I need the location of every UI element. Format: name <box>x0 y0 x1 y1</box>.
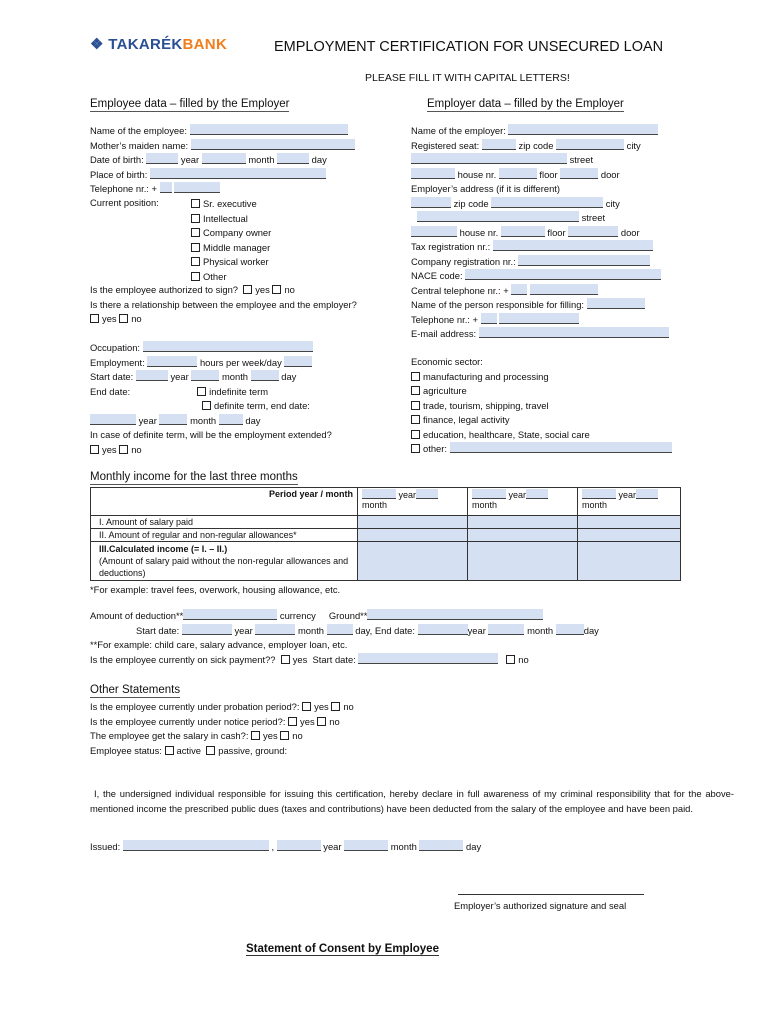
seat-city-field[interactable] <box>556 139 624 150</box>
sector-option: agriculture <box>423 385 467 396</box>
sector-checkbox-2[interactable] <box>411 401 420 410</box>
definite-label: definite term, end date: <box>214 400 310 411</box>
sector-checkbox-4[interactable] <box>411 430 420 439</box>
signature-caption: Employer’s authorized signature and seal <box>454 900 627 911</box>
maiden-name-field[interactable] <box>191 139 355 150</box>
employee-tel-prefix-field[interactable] <box>160 182 172 193</box>
year-label: year <box>508 490 527 500</box>
status-passive-checkbox[interactable] <box>206 746 215 755</box>
responsible-field[interactable] <box>587 298 645 309</box>
authorized-yes-checkbox[interactable] <box>243 285 252 294</box>
yes-label: yes <box>300 715 315 727</box>
sector-label: Economic sector: <box>411 356 483 367</box>
employer-tel-label: Telephone nr.: + <box>411 313 478 325</box>
footnote-deduction: **For example: child care, salary advance, employer loan, etc. <box>90 639 348 650</box>
day-label: day <box>245 414 261 426</box>
employer-tel-prefix-field[interactable] <box>481 313 497 324</box>
consent-title: Statement of Consent by Employee <box>246 943 439 955</box>
seat-zip-field[interactable] <box>482 139 516 150</box>
day-label: day <box>466 841 482 852</box>
cash-yes-checkbox[interactable] <box>251 731 260 740</box>
deduction-start-label: Start date: <box>136 624 180 636</box>
logo-mark-icon: ❖ <box>90 36 104 53</box>
position-checkbox-5[interactable] <box>191 272 200 281</box>
deduction-start-year[interactable] <box>182 624 232 635</box>
employer-tel-field[interactable] <box>499 313 579 324</box>
deduction-end-year[interactable] <box>418 624 468 635</box>
seat-label: Registered seat: <box>411 139 480 151</box>
house-label: house nr. <box>457 168 497 180</box>
city-label: city <box>626 139 641 151</box>
floor-label: floor <box>547 226 566 238</box>
definite-checkbox[interactable] <box>202 401 211 410</box>
deduction-start-month[interactable] <box>255 624 295 635</box>
responsible-label: Name of the person responsible for filling: <box>411 299 585 310</box>
cash-no-checkbox[interactable] <box>280 731 289 740</box>
year-label: year <box>618 490 637 500</box>
sector-checkbox-0[interactable] <box>411 372 420 381</box>
logo-text-2: BANK <box>182 36 228 53</box>
calculated-title: III.Calculated income (= I. – II.) <box>99 544 228 554</box>
sector-option: trade, tourism, shipping, travel <box>423 399 549 411</box>
allowance-cell-2[interactable] <box>468 529 578 542</box>
extended-yes-checkbox[interactable] <box>90 445 99 454</box>
employer-name-field[interactable] <box>508 124 658 135</box>
day-label: day <box>281 371 297 382</box>
sick-no-checkbox[interactable] <box>506 655 515 664</box>
yes-label: yes <box>263 730 278 741</box>
issued-label: Issued: <box>90 841 121 852</box>
addr-house-field[interactable] <box>411 226 457 237</box>
deduction-field[interactable] <box>183 609 277 620</box>
dob-month-field[interactable] <box>202 153 246 164</box>
employee-name-field[interactable] <box>190 124 348 135</box>
issued-year-field[interactable] <box>277 840 321 851</box>
indefinite-checkbox[interactable] <box>197 387 206 396</box>
hours-label: hours per week/day <box>199 356 282 368</box>
central-tel-label: Central telephone nr.: + <box>411 284 509 296</box>
no-label: no <box>284 284 295 295</box>
sector-checkbox-3[interactable] <box>411 415 420 424</box>
passive-label: passive, ground: <box>218 744 288 756</box>
year-label: year <box>398 490 417 500</box>
employee-section-title: Employee data – filled by the Employer <box>90 98 290 110</box>
probation-no-checkbox[interactable] <box>331 702 340 711</box>
no-label: no <box>343 701 354 712</box>
economic-sector-block <box>411 355 672 457</box>
start-month-field[interactable] <box>191 370 219 381</box>
company-reg-label: Company registration nr.: <box>411 255 516 267</box>
currency-label: currency <box>279 610 316 621</box>
addr-zip-field[interactable] <box>411 197 451 208</box>
employee-tel-label: Telephone nr.: + <box>90 183 157 194</box>
no-label: no <box>131 313 142 324</box>
position-label: Sr. executive <box>203 198 257 209</box>
position-checkbox-1[interactable] <box>191 214 200 223</box>
indefinite-label: indefinite term <box>209 385 269 397</box>
ground-label: Ground** <box>328 610 368 621</box>
seat-house-field[interactable] <box>411 168 455 179</box>
footnote-allowances: *For example: travel fees, overwork, housing allowance, etc. <box>90 584 341 595</box>
relationship-question: Is there a relationship between the employee and the employer? <box>90 298 357 310</box>
employment-label: Employment: <box>90 356 145 368</box>
day-label: day <box>311 154 327 165</box>
seat-street-field[interactable] <box>411 153 567 164</box>
no-label: no <box>292 730 303 741</box>
year-label: year <box>170 371 189 382</box>
pob-field[interactable] <box>150 168 326 179</box>
position-label: Intellectual <box>203 212 248 224</box>
sector-option: finance, legal activity <box>423 414 510 425</box>
period-label: Period year / month <box>268 489 353 499</box>
sick-yes-checkbox[interactable] <box>281 655 290 664</box>
other-statements <box>90 700 354 758</box>
relationship-no-checkbox[interactable] <box>119 314 128 323</box>
notice-question: Is the employee currently under notice period?: <box>90 715 286 727</box>
yes-label: yes <box>102 443 117 455</box>
year-label: year <box>234 624 253 636</box>
central-tel-prefix-field[interactable] <box>511 284 527 295</box>
row-allowances-label: II. Amount of regular and non-regular allowances* <box>91 529 358 542</box>
deduction-block: Amount of deduction** currency Ground** Start date: year month day, End date: year month day **For example: child care, salary advance, employer loan, etc. Is the employee currently on sick payment?? yes Start date: no <box>90 610 599 665</box>
month-label: month <box>390 841 417 852</box>
addr-city-field[interactable] <box>491 197 603 208</box>
addr-floor-field[interactable] <box>501 226 545 237</box>
position-label: Other <box>203 270 227 282</box>
tax-field[interactable] <box>493 240 653 251</box>
end-day-field[interactable] <box>219 414 243 425</box>
floor-label: floor <box>539 168 558 180</box>
sick-start-field[interactable] <box>358 653 498 664</box>
position-label: Middle manager <box>203 241 271 253</box>
month-label: month <box>472 500 498 510</box>
month-label: month <box>248 154 275 165</box>
sector-option: other: <box>423 443 447 454</box>
city-label: city <box>605 197 620 209</box>
seat-floor-field[interactable] <box>499 168 537 179</box>
end-date-label: day, End date: <box>355 624 415 636</box>
position-options <box>191 197 271 284</box>
no-label: no <box>329 715 340 727</box>
issued-day-field[interactable] <box>419 840 463 851</box>
sick-start-label: Start date: <box>312 653 356 665</box>
month-col-3[interactable] <box>578 488 681 516</box>
employer-name-label: Name of the employer: <box>411 125 506 136</box>
month-label: month <box>297 624 325 636</box>
calculated-cell-2[interactable] <box>468 542 578 581</box>
central-tel-field[interactable] <box>530 284 598 295</box>
current-position-label: Current position: <box>90 197 159 208</box>
calculated-cell-1[interactable] <box>358 542 468 581</box>
seat-door-field[interactable] <box>560 168 598 179</box>
deduction-end-day[interactable] <box>556 624 584 635</box>
employment-block <box>90 341 332 457</box>
sector-checkbox-1[interactable] <box>411 386 420 395</box>
signature-line[interactable] <box>458 884 644 895</box>
salary-cell-2[interactable] <box>468 516 578 529</box>
issued-line: Issued: , year month day <box>90 841 482 852</box>
year-label: year <box>467 624 486 636</box>
year-label: year <box>138 414 157 426</box>
employer-address-label: Employer’s address (if it is different) <box>411 183 561 194</box>
email-label: E-mail address: <box>411 328 477 339</box>
tax-label: Tax registration nr.: <box>411 241 491 252</box>
sick-question: Is the employee currently on sick payment?? <box>90 653 276 665</box>
probation-yes-checkbox[interactable] <box>302 702 311 711</box>
sector-option: education, healthcare, State, social care <box>423 428 590 440</box>
start-year-field[interactable] <box>136 370 168 381</box>
email-field[interactable] <box>479 327 669 338</box>
dob-year-field[interactable] <box>146 153 178 164</box>
dob-label: Date of birth: <box>90 154 144 165</box>
income-section-title: Monthly income for the last three months <box>90 471 298 483</box>
authorized-question: Is the employee authorized to sign? <box>90 284 239 295</box>
employer-column <box>411 124 669 342</box>
month-label: month <box>362 500 388 510</box>
ground-field[interactable] <box>367 609 543 620</box>
deduction-label: Amount of deduction** <box>90 610 184 621</box>
hours-unit-field[interactable] <box>284 356 312 367</box>
salary-cell-1[interactable] <box>358 516 468 529</box>
pob-label: Place of birth: <box>90 168 148 180</box>
door-label: door <box>620 226 640 238</box>
deduction-start-day[interactable] <box>327 624 353 635</box>
position-label: Physical worker <box>203 256 269 267</box>
declaration-text: I, the undersigned individual responsible for issuing this certification, hereby declare in full awareness of my criminal responsibility that for the above-mentioned income the prescribed public dues (taxes and contributions) have been deducted from the salary of the employee and have been paid. <box>90 788 734 814</box>
authorized-no-checkbox[interactable] <box>272 285 281 294</box>
zip-label: zip code <box>518 139 554 151</box>
period-header <box>91 488 358 516</box>
dob-day-field[interactable] <box>277 153 309 164</box>
authorization-block <box>90 283 357 327</box>
addr-door-field[interactable] <box>568 226 618 237</box>
month-label: month <box>190 414 217 426</box>
position-checkbox-2[interactable] <box>191 228 200 237</box>
issued-place-field[interactable] <box>123 840 269 851</box>
cash-question: The employee get the salary in cash?: <box>90 730 249 741</box>
status-label: Employee status: <box>90 744 162 756</box>
status-active-checkbox[interactable] <box>165 746 174 755</box>
page-title: EMPLOYMENT CERTIFICATION FOR UNSECURED LOAN <box>274 39 664 55</box>
company-reg-field[interactable] <box>518 255 650 266</box>
maiden-name-label: Mother’s maiden name: <box>90 139 189 151</box>
nace-field[interactable] <box>465 269 661 280</box>
page-subtitle: PLEASE FILL IT WITH CAPITAL LETTERS! <box>365 72 570 84</box>
position-checkbox-4[interactable] <box>191 257 200 266</box>
employee-tel-field[interactable] <box>174 182 220 193</box>
year-label: year <box>323 841 342 852</box>
sector-other-field[interactable] <box>450 442 672 453</box>
allowance-cell-3[interactable] <box>578 529 681 542</box>
position-checkbox-3[interactable] <box>191 243 200 252</box>
month-col-1[interactable] <box>358 488 468 516</box>
street-label: street <box>569 154 594 165</box>
row-salary-label: I. Amount of salary paid <box>91 516 358 529</box>
notice-no-checkbox[interactable] <box>317 717 326 726</box>
addr-street-field[interactable] <box>417 211 579 222</box>
extended-question: In case of definite term, will be the employment extended? <box>90 429 332 440</box>
other-section-title: Other Statements <box>90 684 181 696</box>
month-label: month <box>582 500 608 510</box>
yes-label: yes <box>292 653 308 665</box>
calculated-cell-3[interactable] <box>578 542 681 581</box>
income-table <box>90 487 681 581</box>
row-calculated-label <box>91 542 358 581</box>
deduction-end-month[interactable] <box>488 624 524 635</box>
logo-text-1: TAKARÉK <box>108 36 183 53</box>
end-year-field[interactable] <box>90 414 136 425</box>
takarekbank-logo <box>90 35 227 53</box>
no-label: no <box>518 653 529 665</box>
start-date-label: Start date: <box>90 371 134 382</box>
door-label: door <box>600 168 620 180</box>
allowance-cell-1[interactable] <box>358 529 468 542</box>
no-label: no <box>131 443 142 455</box>
probation-question: Is the employee currently under probation period?: <box>90 701 300 712</box>
relationship-yes-checkbox[interactable] <box>90 314 99 323</box>
nace-label: NACE code: <box>411 270 463 281</box>
issued-month-field[interactable] <box>344 840 388 851</box>
sector-checkbox-5[interactable] <box>411 444 420 453</box>
street-label: street <box>581 212 606 223</box>
active-label: active <box>176 744 202 756</box>
yes-label: yes <box>314 701 329 712</box>
salary-cell-3[interactable] <box>578 516 681 529</box>
zip-label: zip code <box>453 197 489 209</box>
calculated-desc: (Amount of salary paid without the non-regular allowances and deductions) <box>99 556 349 578</box>
sector-option: manufacturing and processing <box>423 370 549 382</box>
position-label: Company owner <box>203 227 272 238</box>
occupation-label: Occupation: <box>90 342 141 353</box>
yes-label: yes <box>255 284 270 295</box>
house-label: house nr. <box>459 226 499 238</box>
hours-field[interactable] <box>147 356 197 367</box>
yes-label: yes <box>102 313 117 324</box>
employee-name-label: Name of the employee: <box>90 125 187 136</box>
employee-column <box>90 124 355 197</box>
employer-section-title: Employer data – filled by the Employer <box>427 98 624 110</box>
end-month-field[interactable] <box>159 414 187 425</box>
month-col-2[interactable] <box>468 488 578 516</box>
end-date-label: End date: <box>90 385 131 397</box>
year-label: year <box>180 154 200 165</box>
start-day-field[interactable] <box>251 370 279 381</box>
month-label: month <box>221 371 249 382</box>
occupation-field[interactable] <box>143 341 313 352</box>
month-label: month <box>527 624 554 636</box>
notice-yes-checkbox[interactable] <box>288 717 297 726</box>
position-checkbox-0[interactable] <box>191 199 200 208</box>
extended-no-checkbox[interactable] <box>119 445 128 454</box>
